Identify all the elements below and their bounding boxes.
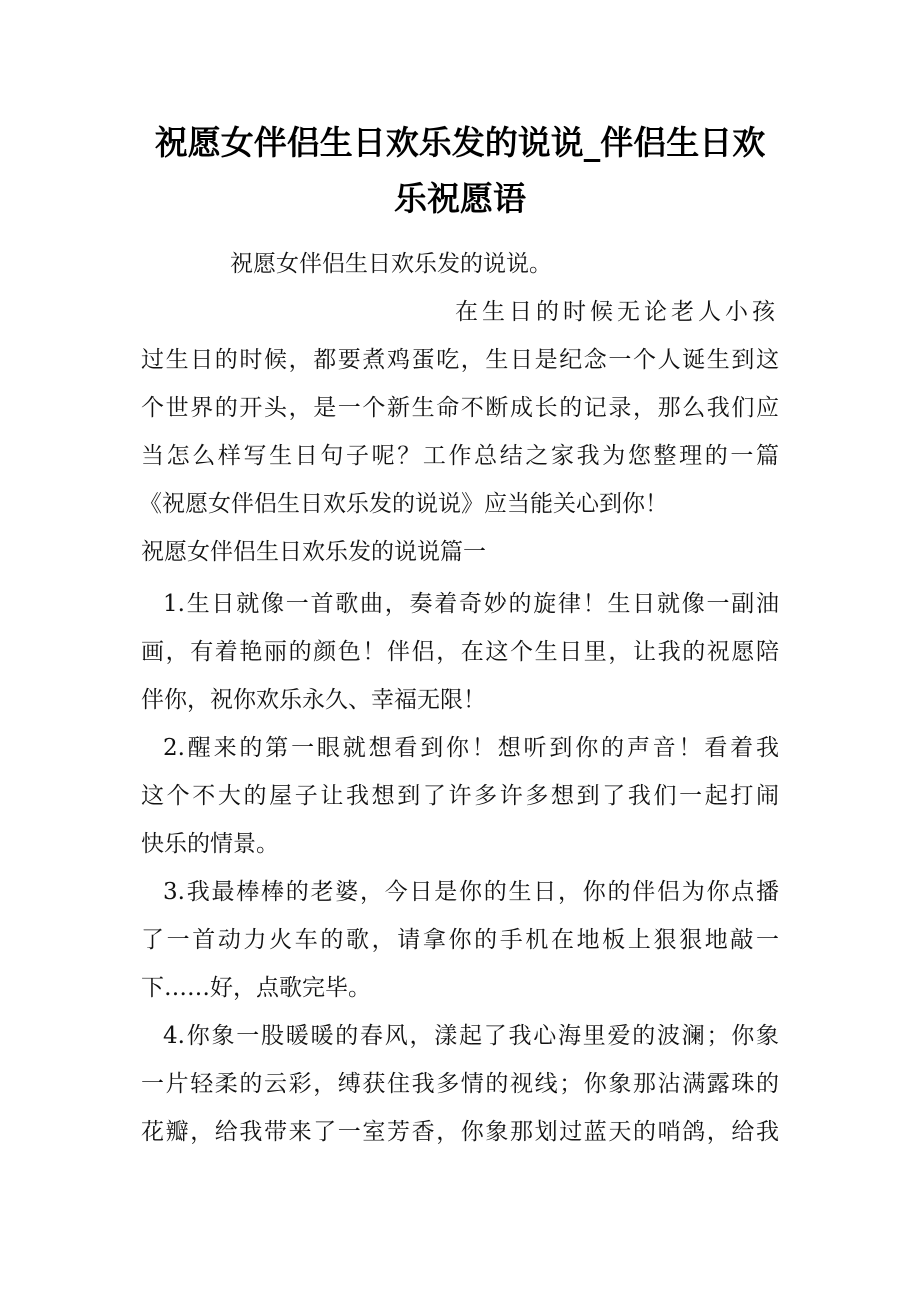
item-2-line-3: 快乐的情景。 bbox=[141, 831, 279, 857]
item-4-line-1: 4.你象一股暖暖的春风，漾起了我心海里爱的波澜；你象 bbox=[163, 1023, 779, 1049]
item-1-line-1: 1.生日就像一首歌曲，奏着奇妙的旋律！生日就像一副油 bbox=[163, 591, 779, 617]
para1-line-1: 在生日的时候无论老人小孩 bbox=[455, 299, 779, 325]
item-3-line-2: 了一首动力火车的歌，请拿你的手机在地板上狠狠地敲一 bbox=[141, 927, 779, 953]
title-line-2: 乐祝愿语 bbox=[394, 179, 526, 218]
para1-line-3: 个世界的开头，是一个新生命不断成长的记录，那么我们应 bbox=[141, 395, 779, 421]
item-3-line-3: 下……好，点歌完毕。 bbox=[141, 975, 371, 1001]
para1-line-5: 《祝愿女伴侣生日欢乐发的说说》应当能关心到你！ bbox=[139, 491, 668, 517]
item-1-line-2: 画，有着艳丽的颜色！伴侣，在这个生日里，让我的祝愿陪 bbox=[141, 639, 779, 665]
intro-line: 祝愿女伴侣生日欢乐发的说说。 bbox=[230, 251, 552, 277]
title-line-1: 祝愿女伴侣生日欢乐发的说说_伴侣生日欢 bbox=[154, 123, 766, 162]
document-title bbox=[130, 115, 790, 227]
item-2-line-2: 这个不大的屋子让我想到了许多许多想到了我们一起打闹 bbox=[141, 783, 779, 809]
item-4-line-3: 花瓣，给我带来了一室芳香，你象那划过蓝天的哨鸽，给我 bbox=[141, 1119, 779, 1145]
item-2-line-1: 2.醒来的第一眼就想看到你！想听到你的声音！看着我 bbox=[163, 735, 779, 761]
para1-line-2: 过生日的时候，都要煮鸡蛋吃，生日是纪念一个人诞生到这 bbox=[141, 347, 779, 373]
section-heading: 祝愿女伴侣生日欢乐发的说说篇一 bbox=[141, 539, 486, 565]
item-4-line-2: 一片轻柔的云彩，缚获住我多情的视线；你象那沾满露珠的 bbox=[141, 1071, 779, 1097]
item-1-line-3: 伴你，祝你欢乐永久、幸福无限！ bbox=[141, 687, 486, 713]
item-3-line-1: 3.我最棒棒的老婆，今日是你的生日，你的伴侣为你点播 bbox=[163, 879, 779, 905]
para1-line-4: 当怎么样写生日句子呢？工作总结之家我为您整理的一篇 bbox=[141, 443, 779, 469]
